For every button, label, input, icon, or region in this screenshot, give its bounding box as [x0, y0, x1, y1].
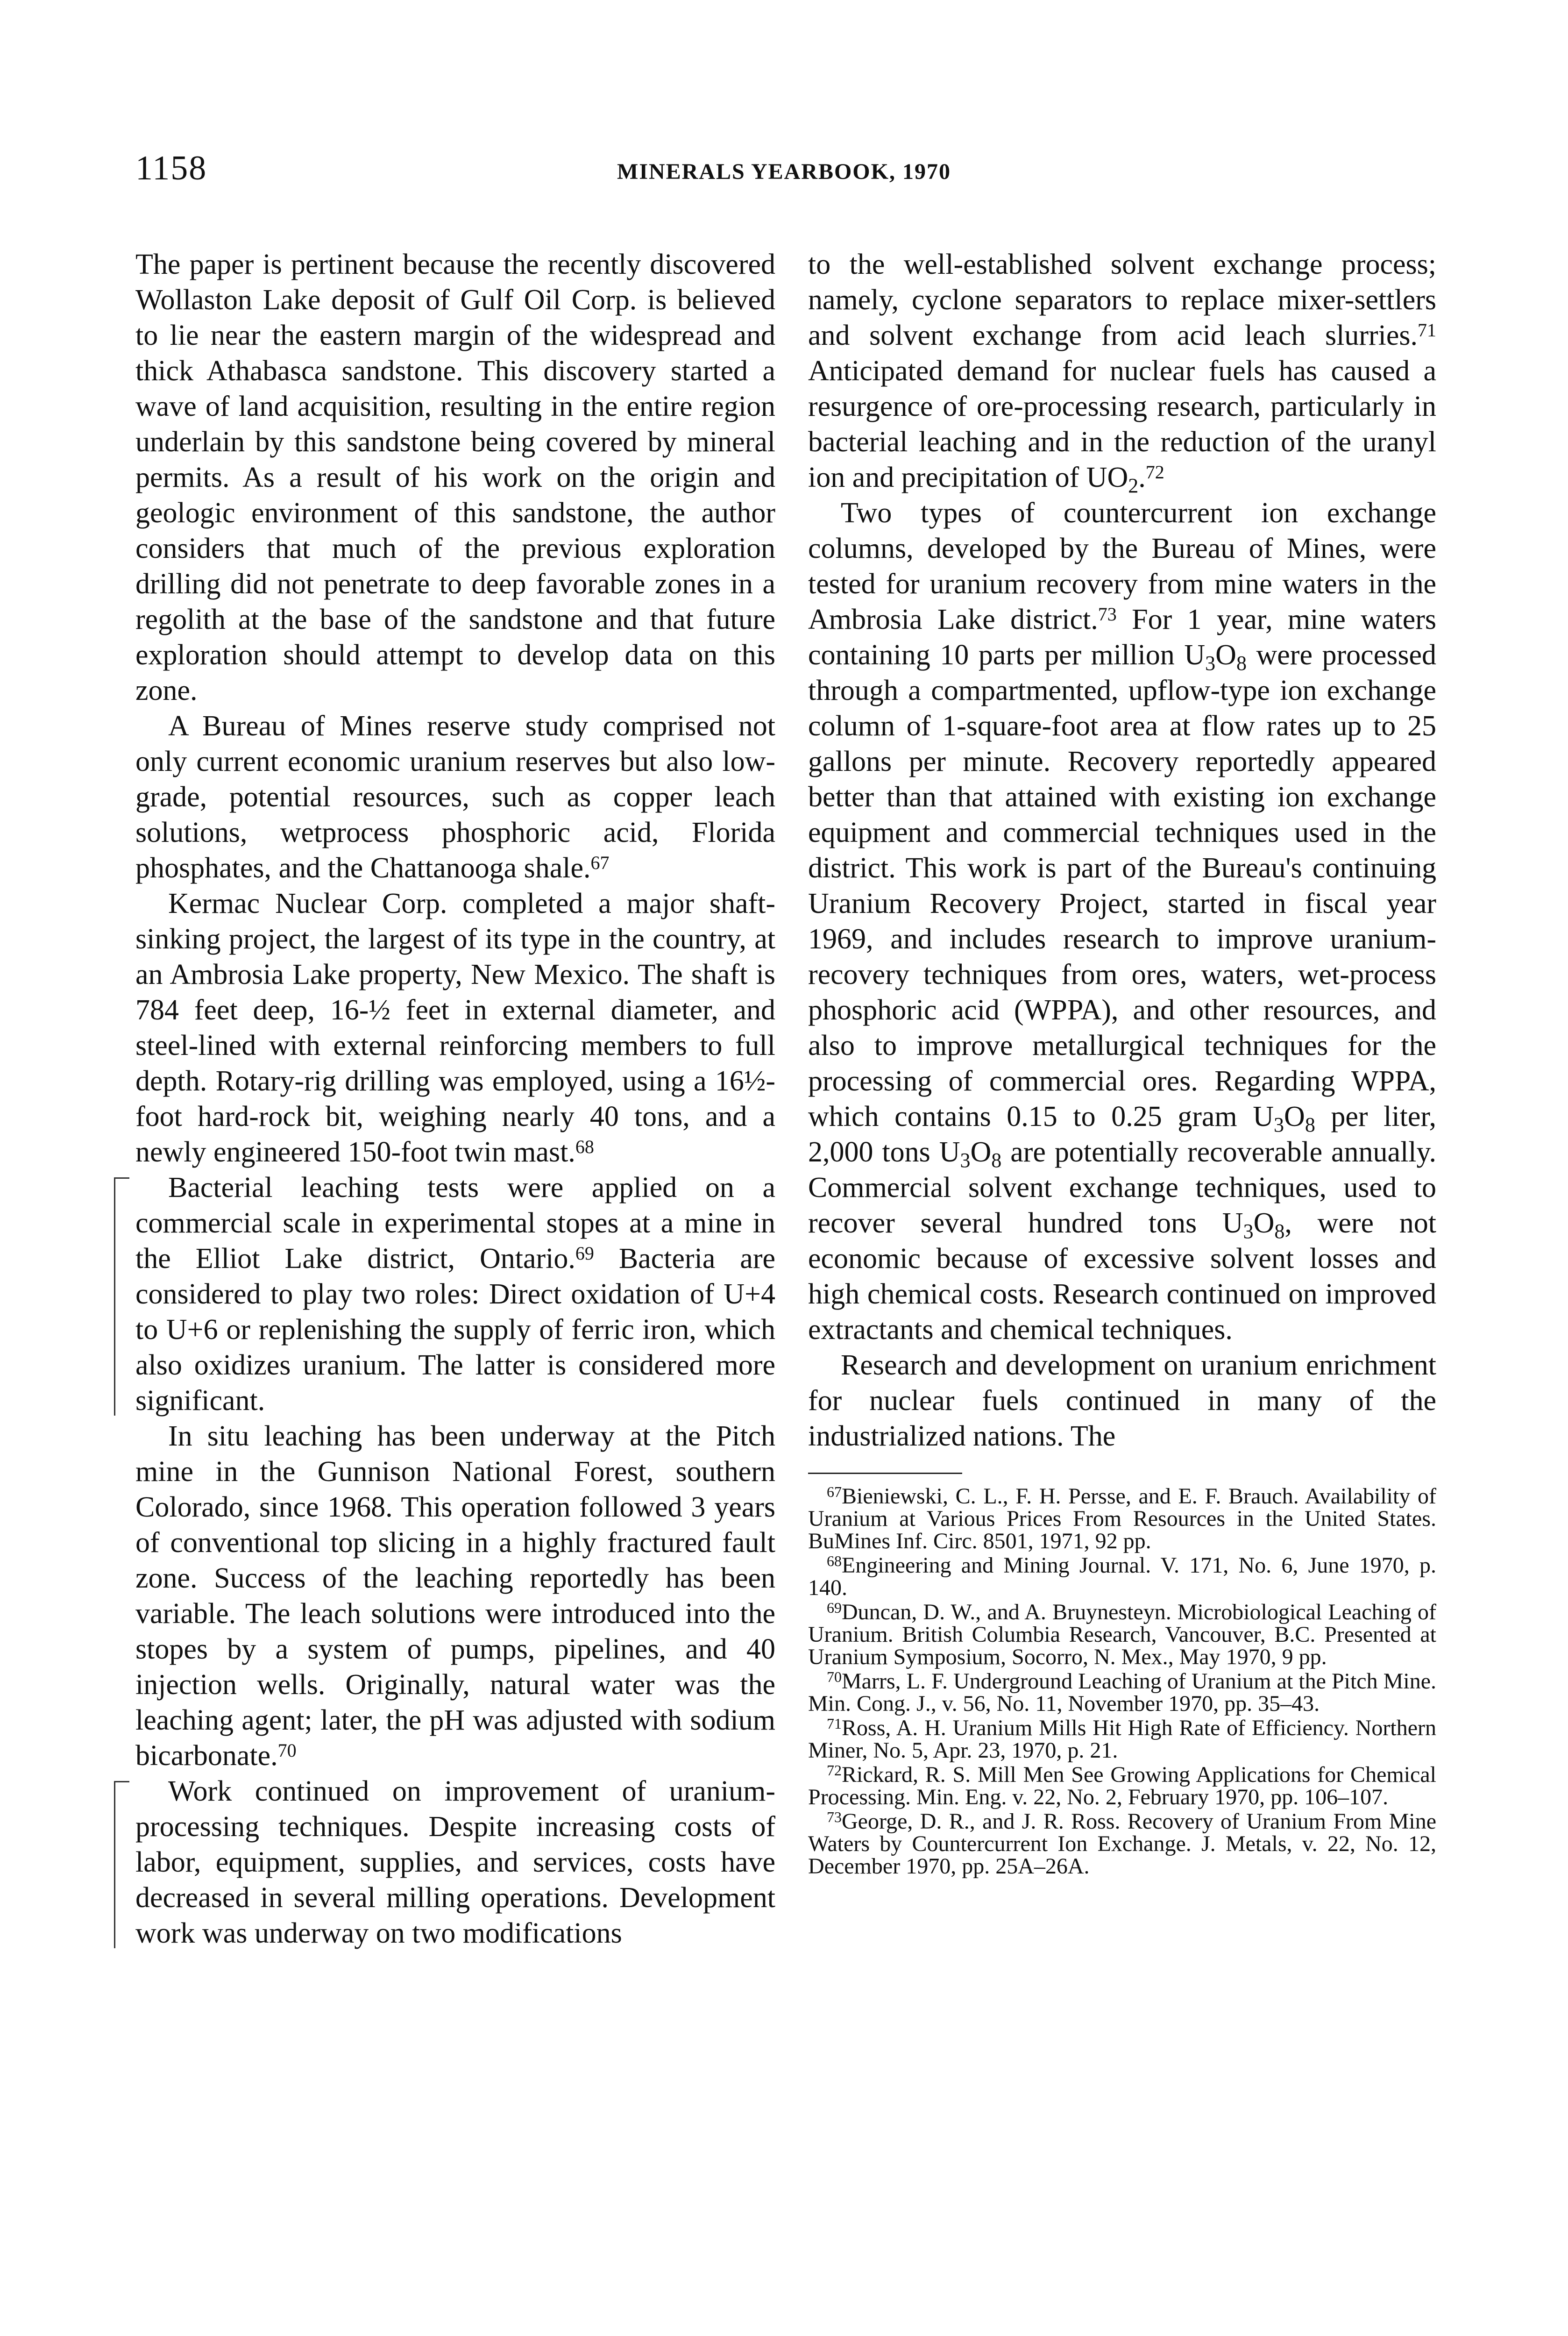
paragraph-text: are potentially recoverable annually. Commercial solvent exchange techniques, used to recover several hundred tons U: [808, 1136, 1436, 1239]
bracketed-paragraph: [135, 1170, 775, 1418]
paragraph: [808, 495, 1436, 1347]
paragraph-text: For 1 year, mine waters containing 10 parts per million U: [808, 604, 1436, 671]
paragraph-text: Bacterial leaching tests were applied on a commercial scale in experimental stopes at a mine in the Elliot Lake district, Ontario.: [135, 1172, 775, 1275]
paragraph-text: to the well-established solvent exchange process; namely, cyclone separators to replace mixer-settlers and solvent exchange from acid leach slurries.: [808, 249, 1436, 351]
subscript: 3: [1274, 1113, 1284, 1136]
paragraph: Research and development on uranium enrichment for nuclear fuels continued in many of the industrialized nations. The: [808, 1349, 1436, 1452]
paragraph-text: Kermac Nuclear Corp. completed a major shaft-sinking project, the largest of its type in the country, at an Ambrosia Lake property, New Mexico. The shaft is 784 feet deep, 16-½ feet in external diameter, and steel-lined with external reinforcing members to full depth. Rotary-rig drilling was employed, using a 16½-foot hard-rock bit, weighing nearly 40 tons, and a newly engineered 150-foot twin mast.: [135, 888, 775, 1168]
bracketed-paragraph: [135, 1773, 775, 1951]
footnote: [808, 1764, 1436, 1809]
paragraph: Work continued on improvement of uranium-processing techniques. Despite increasing costs of labor, equipment, supplies, and services, costs have decreased in several milling operations. Development work was underway on two modifications: [135, 1775, 775, 1949]
paragraph-text: A Bureau of Mines reserve study comprised not only current economic uranium reserves but also low-grade, potential resources, such as copper leach solutions, wetprocess phosphoric acid, Florida phosphates, and the Chattanooga shale.: [135, 710, 775, 884]
paragraph: [808, 247, 1436, 495]
formula-text: O: [970, 1136, 992, 1168]
footnote-text: Marrs, L. F. Underground Leaching of Uranium at the Pitch Mine. Min. Cong. J., v. 56, No. 11, November 1970, pp. 35–43.: [808, 1669, 1436, 1716]
footnote: [808, 1485, 1436, 1553]
subscript: 3: [1243, 1220, 1254, 1243]
footnote-number: 67: [827, 1483, 842, 1500]
footnote: [808, 1601, 1436, 1668]
left-column: [135, 247, 775, 1951]
footnote: [808, 1554, 1436, 1599]
footnote-text: George, D. R., and J. R. Ross. Recovery of Uranium From Mine Waters by Countercurrent Ion Exchange. J. Metals, v. 22, No. 12, December 1970, pp. 25A–26A.: [808, 1809, 1436, 1879]
subscript: 3: [960, 1149, 971, 1172]
footnote-text: Rickard, R. S. Mill Men See Growing Applications for Chemical Processing. Min. Eng. v. 22, No. 2, February 1970, pp. 106–107.: [808, 1762, 1436, 1809]
footnote-number: 73: [827, 1809, 842, 1825]
paragraph: The paper is pertinent because the recently discovered Wollaston Lake deposit of Gulf Oil Corp. is believed to lie near the eastern margin of the widespread and thick Athabasca sandstone. This discovery started a wave of land acquisition, resulting in the entire region underlain by this sandstone being covered by mineral permits. As a result of his work on the origin and geologic environment of this sandstone, the author considers that much of the previous exploration drilling did not penetrate to deep favorable zones in a regolith at the base of the sandstone and that future exploration should attempt to develop data on this zone.: [135, 249, 775, 706]
footnote-ref: 68: [575, 1136, 594, 1157]
subscript: 8: [1236, 652, 1247, 675]
paragraph-text: Anticipated demand for nuclear fuels has caused a resurgence of ore-processing research, particularly in bacterial leaching and in the reduction of the uranyl ion and precipitation of UO: [808, 355, 1436, 493]
paragraph-text: In situ leaching has been underway at the Pitch mine in the Gunnison National Forest, southern Colorado, since 1968. This operation followed 3 years of conventional top slicing in a highly fractured fault zone. Success of the leaching reportedly has been variable. The leach solutions were introduced into the stopes by a system of pumps, pipelines, and 40 injection wells. Originally, natural water was the leaching agent; later, the pH was adjusted with sodium bicarbonate.: [135, 1420, 775, 1772]
page-number: 1158: [135, 149, 207, 187]
footnote-ref: 72: [1145, 462, 1164, 483]
footnote: [808, 1717, 1436, 1762]
paragraph: [135, 886, 775, 1170]
margin-bracket: [114, 1781, 129, 1948]
footnote-ref: 71: [1418, 320, 1436, 341]
footnote-text: Engineering and Mining Journal. V. 171, No. 6, June 1970, p. 140.: [808, 1553, 1436, 1600]
paragraph-text: Two types of countercurrent ion exchange columns, developed by the Bureau of Mines, were tested for uranium recovery from mine waters in the Ambrosia Lake district.: [808, 497, 1436, 635]
footnote-text: Ross, A. H. Uranium Mills Hit High Rate of Efficiency. Northern Miner, No. 5, Apr. 23, 1970, p. 21.: [808, 1716, 1436, 1763]
footnote-ref: 67: [590, 852, 610, 873]
formula-text: O: [1253, 1207, 1275, 1239]
paragraph-text: Bacteria are considered to play two roles: Direct oxidation of U+4 to U+6 or replenishing the supply of ferric iron, which also oxidizes uranium. The latter is considered more significant.: [135, 1243, 775, 1417]
footnote: [808, 1670, 1436, 1715]
footnote-text: Duncan, D. W., and A. Bruynesteyn. Microbiological Leaching of Uranium. British Columbia Research, Vancouver, B.C. Presented at Uranium Symposium, Socorro, N. Mex., May 1970, 9 pp.: [808, 1600, 1436, 1669]
paragraph-text: , were not economic because of excessive solvent losses and high chemical costs. Research continued on improved extractants and chemical techniques.: [808, 1207, 1437, 1346]
subscript: 8: [1305, 1113, 1315, 1136]
subscript: 2: [1128, 474, 1139, 497]
paragraph-text: .: [1138, 462, 1146, 493]
paragraph: [135, 1418, 775, 1773]
paragraph: [135, 1170, 775, 1418]
footnote-number: 72: [827, 1762, 842, 1779]
footnotes: [808, 1485, 1436, 1878]
paragraph-text: were processed through a compartmented, upflow-type ion exchange column of 1-square-foot area at flow rates up to 25 gallons per minute. Recovery reportedly appeared better than that attained with existing ion exchange equipment and commercial techniques used in the district. This work is part of the Bureau's continuing Uranium Recovery Project, started in fiscal year 1969, and includes research to improve uranium-recovery techniques from ores, waters, wet-process phosphoric acid (WPPA), and other resources, and also to improve metallurgical techniques for the processing of commercial ores. Regarding WPPA, which contains 0.15 to 0.25 gram U: [808, 639, 1436, 1132]
formula-text: O: [1284, 1101, 1305, 1132]
subscript: 3: [1205, 652, 1216, 675]
footnote-number: 70: [827, 1668, 842, 1685]
footnote-ref: 69: [575, 1243, 594, 1264]
right-column: [808, 247, 1436, 1880]
page-header: [0, 149, 1568, 200]
footnote-ref: 70: [277, 1740, 297, 1761]
footnote: [808, 1810, 1436, 1878]
subscript: 8: [1274, 1220, 1285, 1243]
footnote-text: Bieniewski, C. L., F. H. Persse, and E. F. Brauch. Availability of Uranium at Various Prices From Resources in the United States. BuMines Inf. Circ. 8501, 1971, 92 pp.: [808, 1484, 1436, 1553]
subscript: 8: [991, 1149, 1002, 1172]
paragraph: [135, 708, 775, 886]
paragraph-text: per liter, 2,000 tons U: [808, 1101, 1437, 1168]
footnote-number: 68: [827, 1553, 842, 1569]
margin-bracket: [114, 1177, 129, 1416]
running-title: MINERALS YEARBOOK, 1970: [617, 159, 951, 184]
footnote-ref: 73: [1098, 604, 1117, 625]
footnote-number: 71: [827, 1715, 842, 1732]
footnote-number: 69: [827, 1599, 842, 1616]
formula-text: O: [1215, 639, 1236, 671]
footnote-divider: [808, 1473, 962, 1474]
